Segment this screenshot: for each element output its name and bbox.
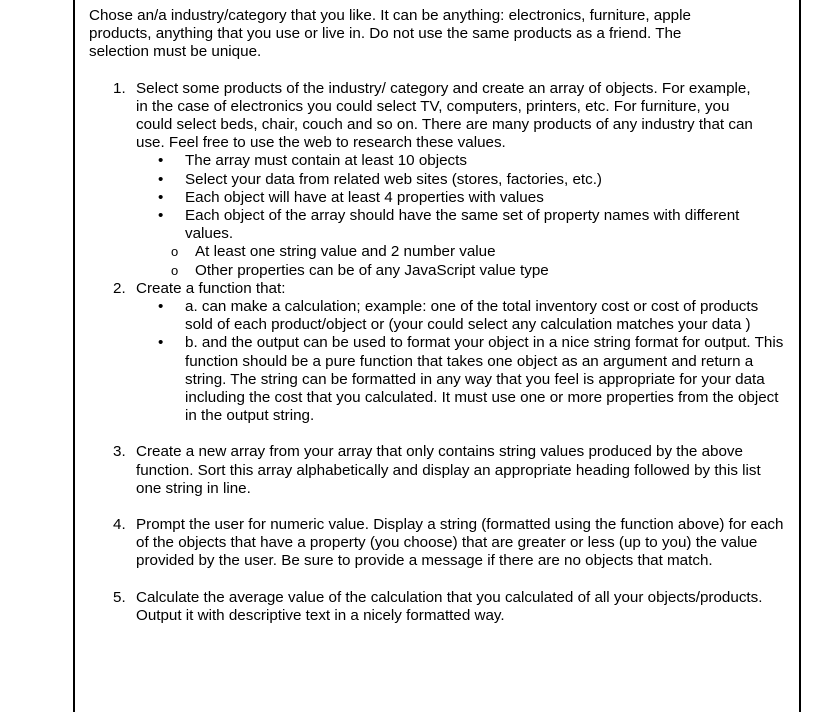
item-text: Prompt the user for numeric value. Display a string (formatted using the function above) for each of the objects that have a property (you choose) that are greater or less (up to you) the value provided by the user. Be sure to provide a message if there are no objects that match. <box>136 516 784 570</box>
bullet-item <box>136 207 756 280</box>
item-text: Create a new array from your array that only contains string values produced by the above function. Sort this array alphabetically and display an appropriate heading followed by this list one string in line. <box>136 443 761 497</box>
sub-bullet-icon: o <box>171 244 179 260</box>
item-number: 5. <box>113 588 126 606</box>
bullet-icon: • <box>158 188 164 206</box>
bullet-list <box>136 298 786 425</box>
bullet-icon: • <box>158 170 164 188</box>
bullet-text: The array must contain at least 10 objects <box>185 152 467 170</box>
item-number: 1. <box>113 79 126 97</box>
bullet-text: Each object will have at least 4 properties with values <box>185 188 544 206</box>
bullet-item <box>136 298 786 334</box>
bullet-item <box>136 152 756 170</box>
instructions-list <box>89 80 789 625</box>
bullet-item <box>136 171 756 189</box>
sub-bullet-text: At least one string value and 2 number value <box>195 243 496 261</box>
instruction-item-5 <box>89 589 786 625</box>
bullet-icon: • <box>158 334 164 352</box>
bullet-text: b. and the output can be used to format your object in a nice string format for output. This function should be a pure function that takes one object as an argument and return a string. The string can be formatted in any way that you feel is appropriate for your data including the cost that you calculated. It must use one or more properties from the object in the output string. <box>185 334 784 425</box>
bullet-icon: • <box>158 298 164 316</box>
page-border-left <box>73 0 75 712</box>
instruction-item-3 <box>89 443 786 498</box>
bullet-icon: • <box>158 152 164 170</box>
item-number: 2. <box>113 279 126 297</box>
intro-paragraph: Chose an/a industry/category that you like. It can be anything: electronics, furniture, apple products, anything that you use or live in. Do not use the same products as a friend. The selection must be unique. <box>89 7 691 61</box>
instruction-item-1 <box>89 80 756 280</box>
page-border-right <box>799 0 801 712</box>
sub-bullet-item <box>136 243 756 261</box>
bullet-text: a. can make a calculation; example: one of the total inventory cost or cost of products sold of each product/object or (your could select any calculation matches your data ) <box>185 298 759 334</box>
item-text: Calculate the average value of the calculation that you calculated of all your objects/products. Output it with descriptive text in a nicely formatted way. <box>136 588 763 624</box>
bullet-item <box>136 189 756 207</box>
bullet-item <box>136 334 786 425</box>
item-text: Select some products of the industry/ category and create an array of objects. For example, in the case of electronics you could select TV, computers, printers, etc. For furniture, you could select beds, chair, couch and so on. There are many products of any industry that can use. Feel free to use the web to research these values. <box>136 79 753 152</box>
sub-bullet-list <box>136 243 756 279</box>
sub-bullet-text: Other properties can be of any JavaScript value type <box>195 261 549 279</box>
item-number: 3. <box>113 443 126 461</box>
instruction-item-4 <box>89 516 786 571</box>
item-text: Create a function that: <box>136 279 286 297</box>
sub-bullet-icon: o <box>171 262 179 278</box>
bullet-icon: • <box>158 207 164 225</box>
assignment-document <box>89 7 789 625</box>
bullet-text: Each object of the array should have the same set of property names with different values. <box>185 207 740 243</box>
sub-bullet-item <box>136 262 756 280</box>
bullet-list <box>136 152 756 279</box>
instruction-item-2 <box>89 280 786 426</box>
bullet-text: Select your data from related web sites (stores, factories, etc.) <box>185 170 602 188</box>
item-number: 4. <box>113 516 126 534</box>
